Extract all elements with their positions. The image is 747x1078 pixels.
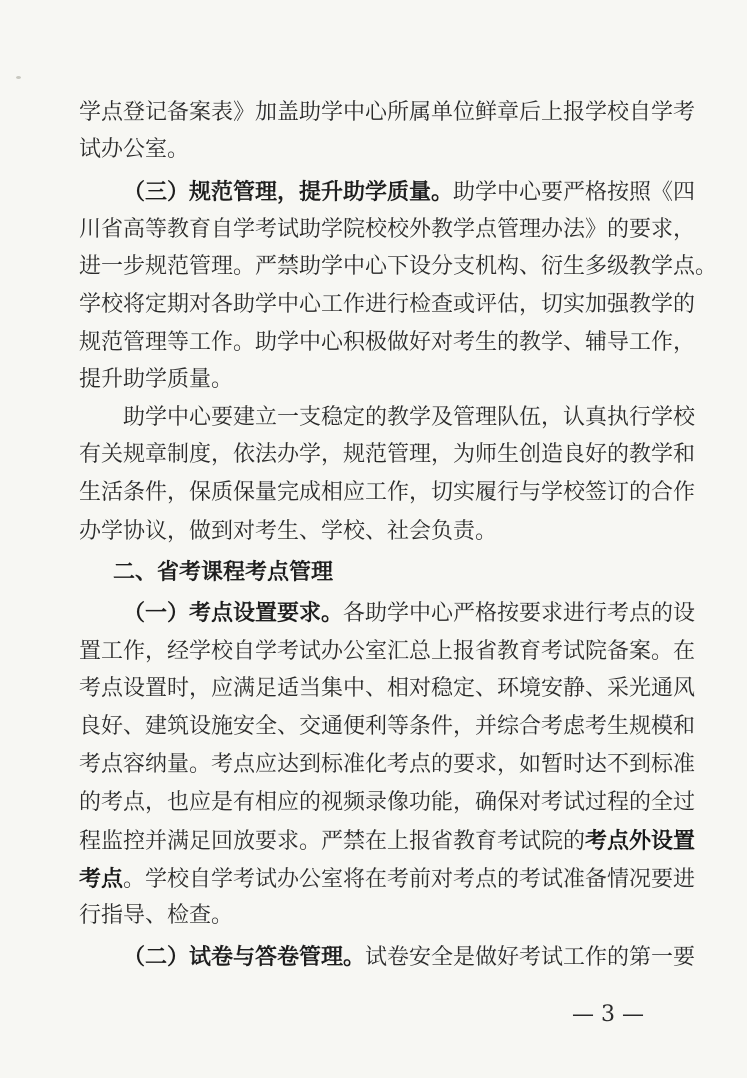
bold-phrase: 考点外设置 [585, 828, 696, 854]
text-line-18: 考点容纳量。考点应达到标准化考点的要求，如暂时达不到标准 [79, 752, 696, 777]
page-number: — 3 — [572, 1002, 644, 1027]
text-line-19: 的考点，也应是有相应的视频录像功能，确保对考试过程的全过 [79, 790, 696, 815]
text-line-5: 进一步规范管理。严禁助学中心下设分支机构、衍生多级教学点。 [79, 254, 718, 279]
text-line-12: 办学协议，做到对考生、学校、社会负责。 [79, 519, 498, 544]
text-span: 试卷安全是做好考试工作的第一要 [365, 945, 696, 970]
text-line-17: 良好、建筑设施安全、交通便利等条件，并综合考虑考生规模和 [79, 714, 696, 739]
text-line-10: 有关规章制度，依法办学，规范管理，为师生创造良好的教学和 [79, 442, 696, 467]
subsection-heading-one: （一）考点设置要求。 [123, 601, 344, 626]
text-line-23 [123, 945, 695, 971]
text-line-8: 提升助学质量。 [79, 367, 234, 392]
section-heading-three: （三）规范管理，提升助学质量。 [123, 180, 454, 205]
section-heading-two: 二、省考课程考点管理 [113, 560, 334, 585]
text-line-9: 助学中心要建立一支稳定的教学及管理队伍，认真执行学校 [123, 405, 696, 430]
text-line-22: 行指导、检查。 [79, 903, 234, 928]
text-line-11: 生活条件，保质保量完成相应工作，切实履行与学校签订的合作 [79, 480, 696, 505]
text-span: 各助学中心严格按要求进行考点的设 [343, 601, 696, 626]
text-line-20 [79, 828, 695, 855]
text-line-1: 学点登记备案表》加盖助学中心所属单位鲜章后上报学校自学考 [79, 100, 696, 125]
bold-phrase: 考点 [79, 866, 124, 892]
text-span: 助学中心要严格按照《四 [453, 180, 696, 205]
text-line-6: 学校将定期对各助学中心工作进行检查或评估，切实加强教学的 [79, 292, 696, 317]
text-line-15: 置工作，经学校自学考试办公室汇总上报省教育考试院备案。在 [79, 639, 696, 664]
subsection-heading-two: （二）试卷与答卷管理。 [123, 945, 366, 970]
text-span: 。学校自学考试办公室将在考前对考点的考试准备情况要进 [123, 867, 696, 892]
text-line-16: 考点设置时，应满足适当集中、相对稳定、环境安静、采光通风 [79, 676, 696, 701]
text-line-2: 试办公室。 [79, 137, 190, 162]
text-line-4: 川省高等教育自学考试助学院校校外教学点管理办法》的要求， [79, 217, 696, 242]
text-line-21 [79, 866, 695, 893]
text-span: 程监控并满足回放要求。严禁在上报省教育考试院的 [79, 829, 586, 854]
text-line-3 [123, 180, 695, 206]
scan-speck [16, 76, 21, 79]
text-line-7: 规范管理等工作。助学中心积极做好对考生的教学、辅导工作， [79, 330, 696, 355]
text-line-14 [123, 601, 695, 627]
